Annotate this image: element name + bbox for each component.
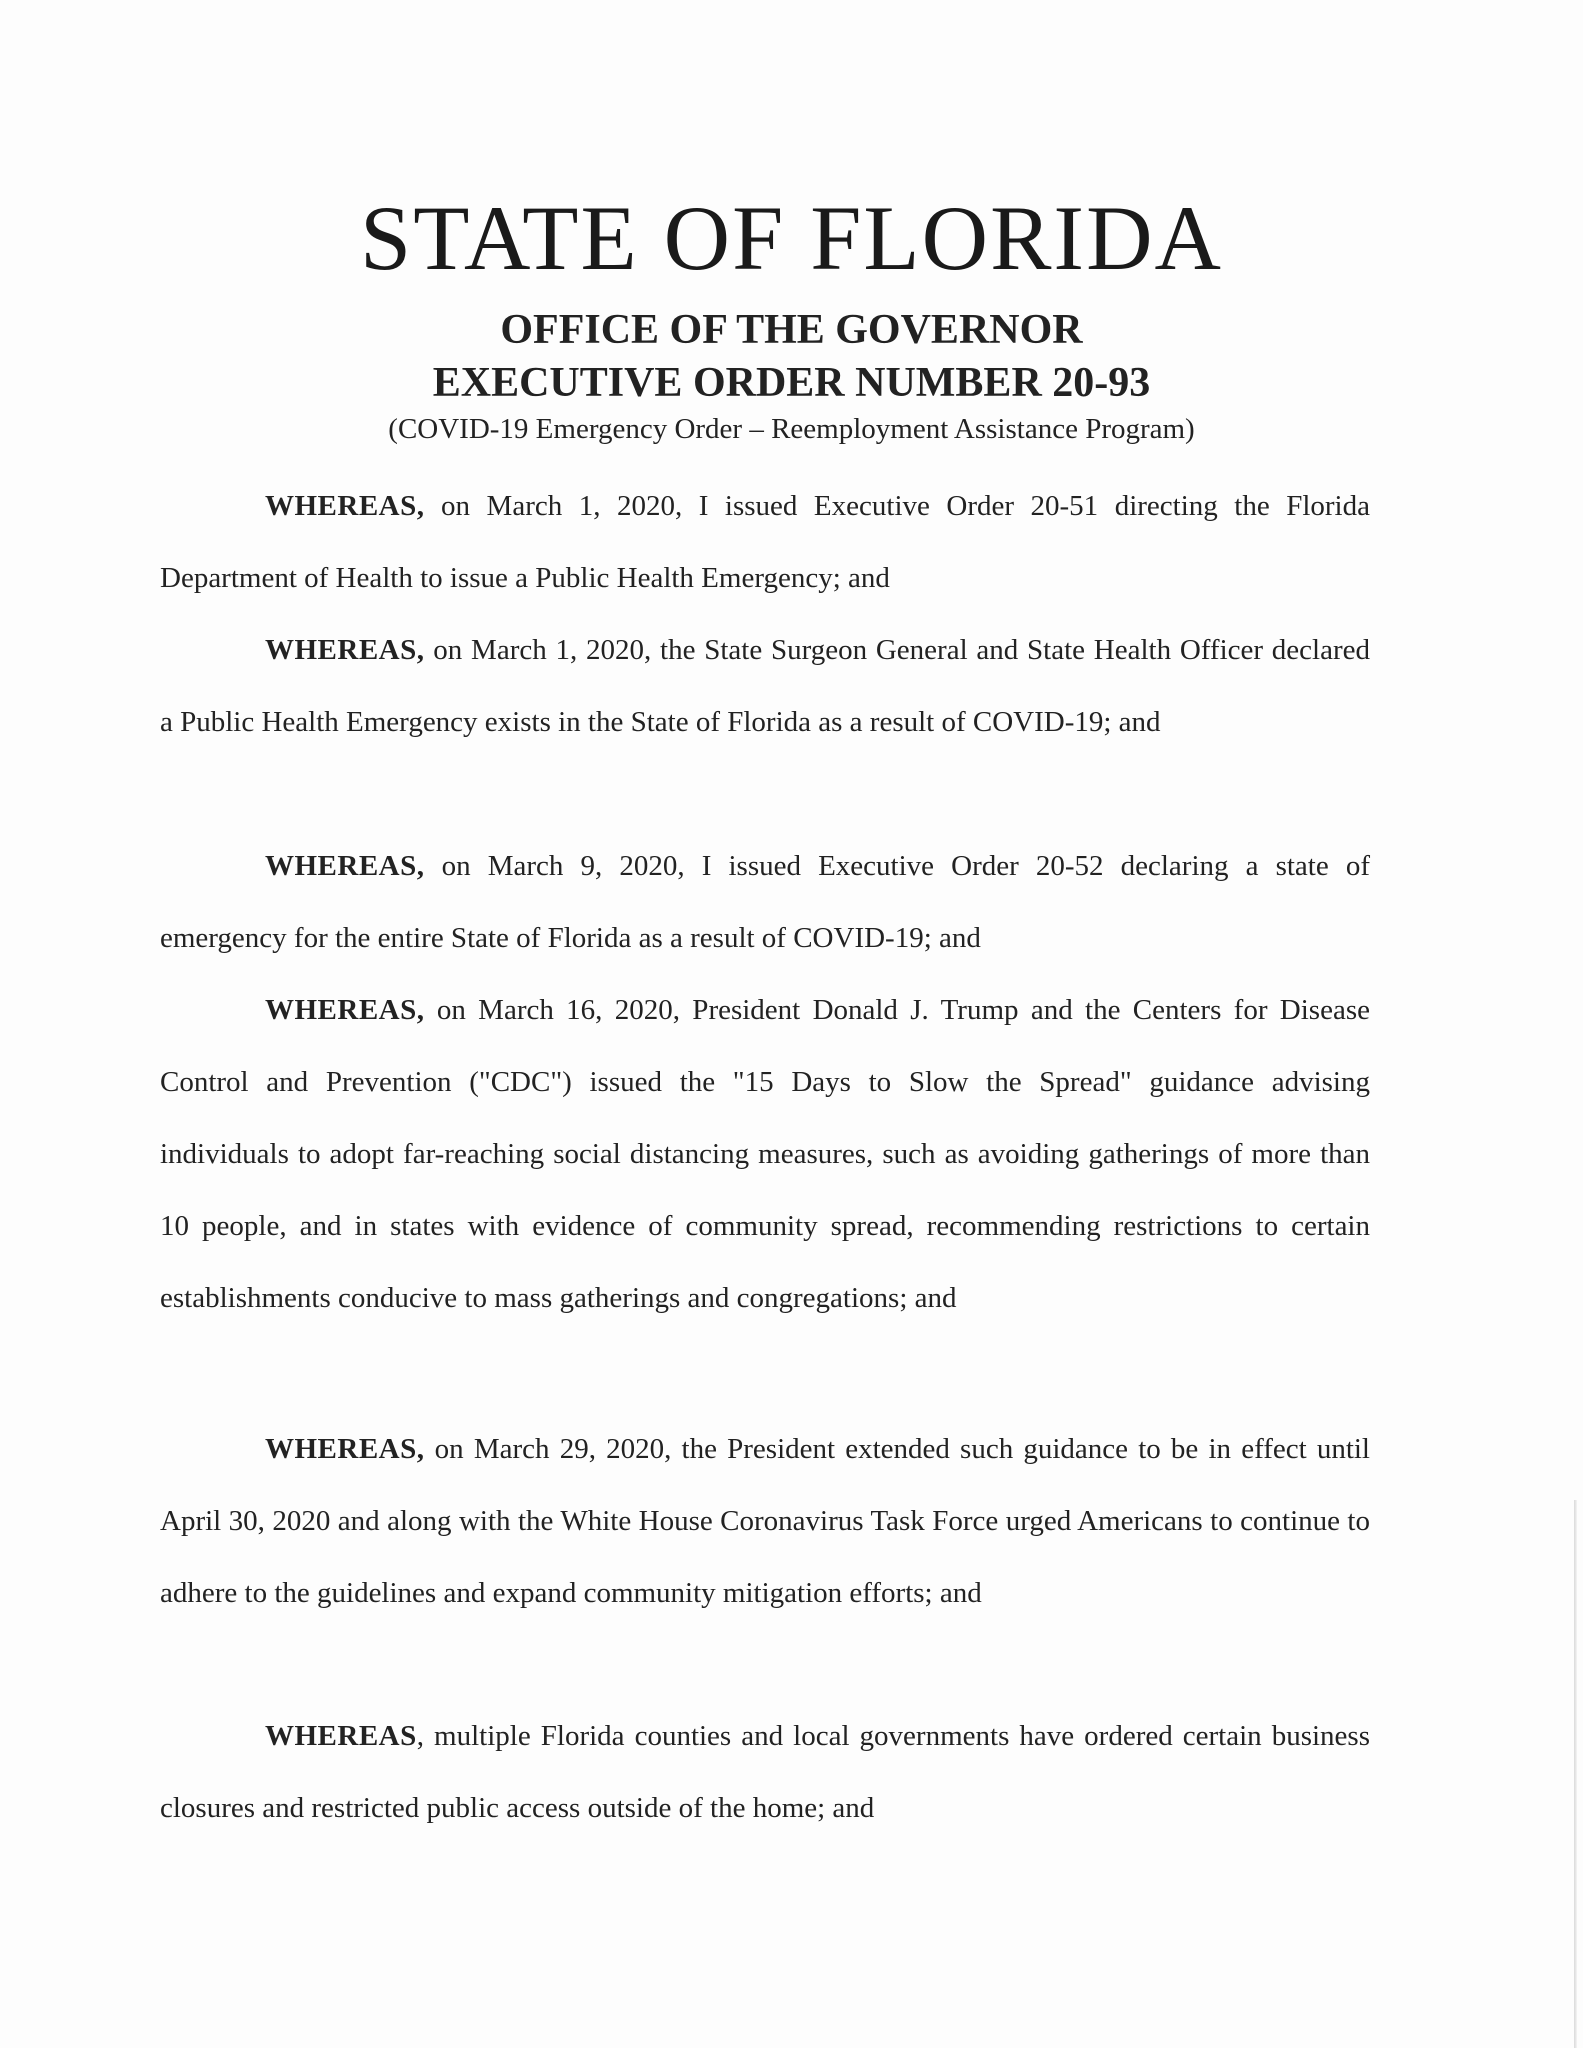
office-heading: OFFICE OF THE GOVERNOR (500, 307, 1083, 353)
paragraph-text: on March 1, 2020, the State Surgeon General and State Health Officer declared a Public Health Emergency exists in the State of Florida as a result of COVID-19; and (160, 634, 1370, 738)
whereas-paragraph-6 (160, 1700, 1370, 1844)
order-number-heading: EXECUTIVE ORDER NUMBER 20-93 (432, 360, 1151, 406)
whereas-lead: WHEREAS, (265, 490, 425, 522)
whereas-paragraph-4 (160, 974, 1370, 1334)
whereas-paragraph-1 (160, 470, 1370, 614)
whereas-lead: WHEREAS, (265, 850, 425, 882)
paragraph-text: , multiple Florida counties and local governments have ordered certain business closures and restricted public access outside of the home; and (160, 1720, 1370, 1824)
paragraph-text: on March 1, 2020, I issued Executive Order 20-51 directing the Florida Department of Health to issue a Public Health Emergency; and (160, 490, 1370, 594)
whereas-lead: WHEREAS, (265, 634, 425, 666)
whereas-lead: WHEREAS, (265, 994, 425, 1026)
whereas-paragraph-5 (160, 1413, 1370, 1629)
paragraph-text: on March 29, 2020, the President extended such guidance to be in effect until April 30, 2020 and along with the White House Coronavirus Task Force urged Americans to continue to adhere to the guidelines and expand community mitigation efforts; and (160, 1433, 1370, 1609)
paragraph-text: on March 9, 2020, I issued Executive Order 20-52 declaring a state of emergency for the entire State of Florida as a result of COVID-19; and (160, 850, 1370, 954)
whereas-paragraph-2 (160, 614, 1370, 758)
paragraph-text: on March 16, 2020, President Donald J. Trump and the Centers for Disease Control and Prevention ("CDC") issued the "15 Days to Slow the Spread" guidance advising individuals to adopt far-reaching social distancing measures, such as avoiding gatherings of more than 10 people, and in states with evidence of community spread, recommending restrictions to certain establishments conducive to mass gatherings and congregations; and (160, 994, 1370, 1314)
order-caption: (COVID-19 Emergency Order – Reemployment Assistance Program) (388, 413, 1195, 445)
document-title: STATE OF FLORIDA (360, 187, 1223, 289)
whereas-paragraph-3 (160, 830, 1370, 974)
whereas-lead: WHEREAS, (265, 1433, 425, 1465)
scan-edge-shadow (1574, 1500, 1577, 2048)
whereas-lead: WHEREAS (265, 1720, 417, 1752)
